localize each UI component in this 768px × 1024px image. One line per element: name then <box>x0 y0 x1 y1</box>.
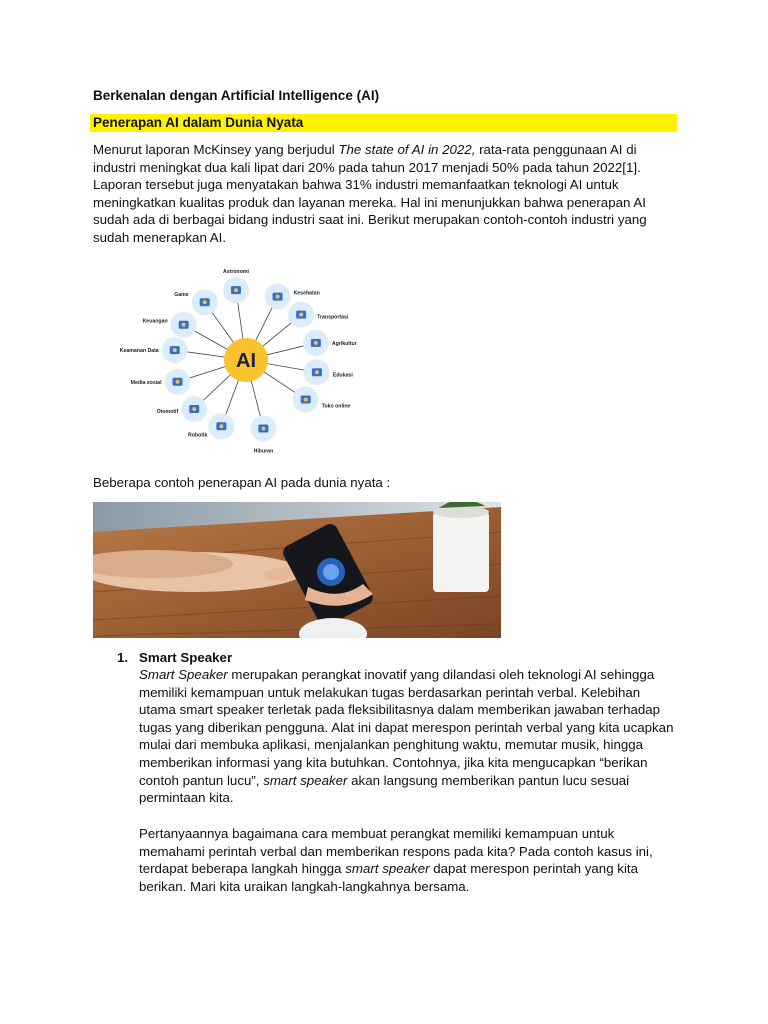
diagram-node-media-sosial <box>131 369 191 395</box>
industry-icon-dot <box>315 370 319 374</box>
diagram-node-label: Media sosial <box>130 379 162 386</box>
diagram-node-game <box>174 289 217 315</box>
diagram-node-keamanan-data <box>120 337 188 363</box>
diagram-node-label: Keuangan <box>142 318 168 325</box>
diagram-node-label: Otomotif <box>156 409 179 416</box>
intro-text-1: Menurut laporan McKinsey yang berjudul <box>93 142 339 157</box>
industry-icon-dot <box>261 426 265 430</box>
industry-icon-dot <box>219 424 223 428</box>
industry-icon-dot <box>173 348 177 352</box>
list-title-smart-speaker: Smart Speaker <box>139 650 233 665</box>
diagram-node-label: Transportasi <box>317 314 349 321</box>
diagram-node-label: Astronomi <box>223 269 249 276</box>
industry-icon-dot <box>192 407 196 411</box>
smart-speaker-paragraph-1 <box>139 666 679 807</box>
industry-icon-dot <box>176 380 180 384</box>
industry-icon-dot <box>182 323 186 327</box>
smart-speaker-text-1: merupakan perangkat inovatif yang dilandasi oleh teknologi AI sehingga memiliki kemampuan untuk melakukan tugas berdasarkan perintah verbal. Kelebihan utama smart speaker terletak pada fleksibilitasnya dalam memberikan jawaban terhadap tugas yang diberikan pengguna. Alat ini dapat merespon perintah verbal yang kita ucapkan mulai dari membuka aplikasi, menjalankan penghitung waktu, memutar musik, hingga memberikan informasi yang kita butuhkan. Contohnya, jika kita mengucapkan “berikan contoh pantun lucu”, <box>139 667 674 788</box>
smart-speaker-text-2: akan langsung memberikan pantun lucu sesuai permintaan kita. <box>139 772 630 806</box>
industry-icon-dot <box>314 341 318 345</box>
industry-icon-dot <box>234 288 238 292</box>
diagram-node-label: Game <box>174 292 189 299</box>
smart-speaker-term: Smart Speaker <box>139 667 228 682</box>
diagram-node-label: Edukasi <box>332 372 353 379</box>
intro-report-title: The state of AI in 2022, <box>338 142 476 157</box>
diagram-center-label: AI <box>236 350 256 372</box>
diagram-node-label: Robotik <box>188 432 208 439</box>
smart-speaker-text-3: Pertanyaannya bagaimana cara membuat perangkat memiliki kemampuan untuk memahami perintah verbal dan memberikan respons pada kita? Pada contoh kasus ini, terdapat beberapa langkah hingga <box>139 826 653 877</box>
industry-icon-dot <box>304 397 308 401</box>
diagram-node-label: Agrikultur <box>331 340 357 347</box>
section-subtitle: Penerapan AI dalam Dunia Nyata <box>93 115 304 130</box>
smart-speaker-paragraph-2 <box>139 825 679 895</box>
diagram-node-keuangan <box>143 312 197 338</box>
smart-speaker-term-2: smart speaker <box>263 772 348 788</box>
diagram-node-astronomi <box>223 269 250 303</box>
photo-svg <box>93 502 501 638</box>
industry-icon-dot <box>299 313 303 317</box>
diagram-node-label: Kesehatan <box>293 290 320 297</box>
document-title: Berkenalan dengan Artificial Intelligence (AI) <box>93 88 380 103</box>
diagram-node-edukasi <box>304 359 353 385</box>
examples-intro: Beberapa contoh penerapan AI pada dunia nyata : <box>93 475 391 490</box>
list-number-1: 1. <box>117 650 129 665</box>
intro-paragraph <box>93 141 683 247</box>
diagram-node-transportasi <box>288 302 349 328</box>
diagram-node-toko-online <box>293 386 351 412</box>
ai-diagram-svg <box>93 262 391 458</box>
diagram-node-label: Hiburan <box>253 448 274 455</box>
industry-icon-dot <box>276 295 280 299</box>
diagram-node-hiburan <box>250 415 276 454</box>
smart-speaker-text-4: dapat merespon perintah yang kita berikan. Mari kita uraikan langkah-langkahnya bersama. <box>139 861 638 894</box>
smart-speaker-term-3: smart speaker <box>345 861 430 877</box>
diagram-node-label: Toko online <box>321 403 351 410</box>
smart-speaker-photo <box>93 502 501 638</box>
diagram-node-agrikultur <box>303 330 357 356</box>
intro-text-2: rata-rata penggunaan AI di industri meningkat dua kali lipat dari 20% pada tahun 2017 menjadi 50% pada tahun 2022[1]. Laporan tersebut juga menyatakan bahwa 31% industri memanfaatkan teknologi AI untuk meningkatkan kualitas produk dan layanan mereka. Hal ini menunjukkan bahwa penerapan AI sudah ada di berbagai bidang industri saat ini. Berikut merupakan contoh-contoh industri yang sudah menerapkan AI. <box>93 142 647 245</box>
diagram-node-otomotif <box>157 396 208 422</box>
diagram-node-label: Keamanan Data <box>119 348 159 355</box>
industry-icon-dot <box>203 300 207 304</box>
ai-industry-diagram <box>93 262 391 458</box>
